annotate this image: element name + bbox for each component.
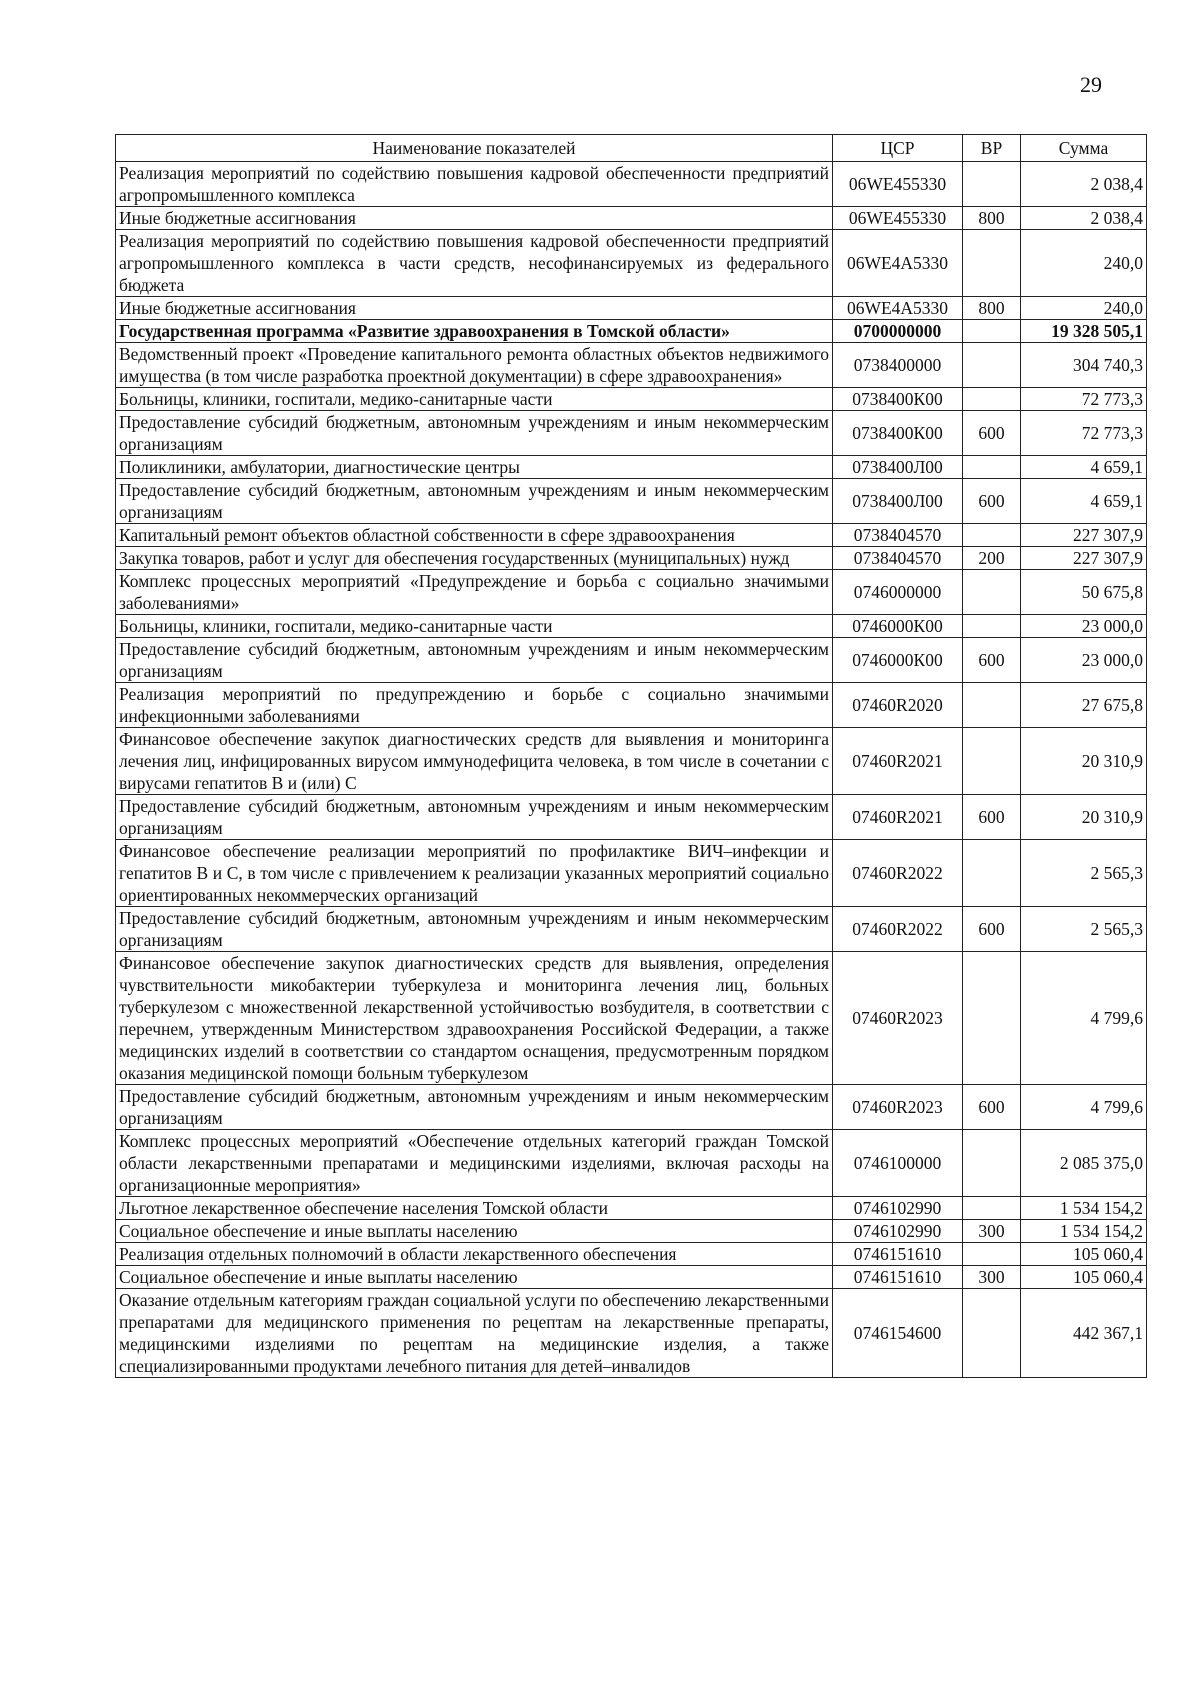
cell-vr — [963, 1130, 1021, 1197]
cell-vr — [963, 320, 1021, 343]
cell-vr — [963, 1289, 1021, 1378]
cell-vr — [963, 456, 1021, 479]
table-row — [116, 1197, 1147, 1220]
cell-name: Комплекс процессных мероприятий «Обеспечение отдельных категорий граждан Томской области лекарственными препаратами и медицинскими изделиями, включая расходы на организационные мероприятия» — [116, 1130, 833, 1197]
cell-name: Ведомственный проект «Проведение капитального ремонта областных объектов недвижимого имущества (в том числе разработка проектной документации) в сфере здравоохранения» — [116, 343, 833, 388]
table-row — [116, 952, 1147, 1085]
cell-csr: 07460R2023 — [833, 1085, 963, 1130]
cell-sum: 23 000,0 — [1021, 615, 1147, 638]
table-row — [116, 615, 1147, 638]
cell-name: Оказание отдельным категориям граждан социальной услуги по обеспечению лекарственными препаратами для медицинского применения по рецептам на лекарственные препараты, медицинскими изделиями по рецептам на медицинские изделия, а также специализированными продуктами лечебного питания для детей–инвалидов — [116, 1289, 833, 1378]
cell-sum: 1 534 154,2 — [1021, 1220, 1147, 1243]
cell-csr: 0746100000 — [833, 1130, 963, 1197]
cell-vr — [963, 230, 1021, 297]
table-row — [116, 638, 1147, 683]
cell-vr: 300 — [963, 1220, 1021, 1243]
cell-sum: 4 659,1 — [1021, 456, 1147, 479]
cell-name: Иные бюджетные ассигнования — [116, 207, 833, 230]
cell-sum: 2 085 375,0 — [1021, 1130, 1147, 1197]
cell-name: Государственная программа «Развитие здравоохранения в Томской области» — [116, 320, 833, 343]
cell-name: Финансовое обеспечение реализации мероприятий по профилактике ВИЧ–инфекции и гепатитов B и C, в том числе с привлечением к реализации указанных мероприятий социально ориентированных некоммерческих организаций — [116, 840, 833, 907]
cell-csr: 0738400Л00 — [833, 479, 963, 524]
cell-name: Иные бюджетные ассигнования — [116, 297, 833, 320]
cell-csr: 0746102990 — [833, 1220, 963, 1243]
header-vr: ВР — [963, 135, 1021, 162]
cell-name: Капитальный ремонт объектов областной собственности в сфере здравоохранения — [116, 524, 833, 547]
cell-sum: 20 310,9 — [1021, 728, 1147, 795]
cell-vr: 600 — [963, 795, 1021, 840]
table-row — [116, 207, 1147, 230]
cell-csr: 0700000000 — [833, 320, 963, 343]
cell-csr: 0746000К00 — [833, 615, 963, 638]
cell-sum: 240,0 — [1021, 230, 1147, 297]
cell-sum: 4 799,6 — [1021, 1085, 1147, 1130]
cell-name: Реализация отдельных полномочий в области лекарственного обеспечения — [116, 1243, 833, 1266]
table-row — [116, 388, 1147, 411]
cell-name: Финансовое обеспечение закупок диагностических средств для выявления и мониторинга лечения лиц, инфицированных вирусом иммунодефицита человека, в том числе в сочетании с вирусами гепатитов B и (или) C — [116, 728, 833, 795]
table-row — [116, 1289, 1147, 1378]
cell-vr: 600 — [963, 907, 1021, 952]
cell-csr: 07460R2020 — [833, 683, 963, 728]
cell-csr: 0738404570 — [833, 547, 963, 570]
cell-sum: 4 799,6 — [1021, 952, 1147, 1085]
cell-sum: 4 659,1 — [1021, 479, 1147, 524]
cell-csr: 0746151610 — [833, 1243, 963, 1266]
cell-name: Предоставление субсидий бюджетным, автономным учреждениям и иным некоммерческим организациям — [116, 795, 833, 840]
cell-sum: 72 773,3 — [1021, 411, 1147, 456]
cell-csr: 07460R2021 — [833, 795, 963, 840]
table-row — [116, 683, 1147, 728]
cell-csr: 06WE4A5330 — [833, 297, 963, 320]
cell-csr: 0746000К00 — [833, 638, 963, 683]
table-row — [116, 728, 1147, 795]
header-sum: Сумма — [1021, 135, 1147, 162]
cell-name: Реализация мероприятий по содействию повышения кадровой обеспеченности предприятий агропромышленного комплекса в части средств, несофинансируемых из федерального бюджета — [116, 230, 833, 297]
cell-csr: 0746000000 — [833, 570, 963, 615]
table-body — [116, 162, 1147, 1378]
cell-csr: 06WE455330 — [833, 207, 963, 230]
cell-csr: 07460R2023 — [833, 952, 963, 1085]
cell-vr: 300 — [963, 1266, 1021, 1289]
cell-vr — [963, 952, 1021, 1085]
cell-vr: 800 — [963, 207, 1021, 230]
cell-name: Финансовое обеспечение закупок диагностических средств для выявления, определения чувствительности микобактерии туберкулеза и мониторинга лечения лиц, больных туберкулезом с множественной лекарственной устойчивостью возбудителя, в соответствии с перечнем, утвержденным Министерством здравоохранения Российской Федерации, а также медицинских изделий в соответствии со стандартом оснащения, предусмотренным порядком оказания медицинской помощи больным туберкулезом — [116, 952, 833, 1085]
cell-sum: 27 675,8 — [1021, 683, 1147, 728]
cell-vr — [963, 343, 1021, 388]
cell-vr: 600 — [963, 638, 1021, 683]
cell-sum: 105 060,4 — [1021, 1266, 1147, 1289]
table-row — [116, 343, 1147, 388]
table-row — [116, 297, 1147, 320]
cell-csr: 0738404570 — [833, 524, 963, 547]
cell-csr: 0746102990 — [833, 1197, 963, 1220]
cell-csr: 0746154600 — [833, 1289, 963, 1378]
cell-csr: 0738400Л00 — [833, 456, 963, 479]
table-row — [116, 840, 1147, 907]
cell-sum: 50 675,8 — [1021, 570, 1147, 615]
cell-vr — [963, 1197, 1021, 1220]
table-row — [116, 230, 1147, 297]
table-row — [116, 1130, 1147, 1197]
cell-name: Социальное обеспечение и иные выплаты населению — [116, 1220, 833, 1243]
cell-vr — [963, 1243, 1021, 1266]
cell-vr — [963, 162, 1021, 207]
cell-sum: 105 060,4 — [1021, 1243, 1147, 1266]
cell-sum: 1 534 154,2 — [1021, 1197, 1147, 1220]
table-row — [116, 547, 1147, 570]
table-row — [116, 162, 1147, 207]
table-row — [116, 320, 1147, 343]
page-number: 29 — [1080, 72, 1102, 97]
cell-vr — [963, 570, 1021, 615]
cell-name: Предоставление субсидий бюджетным, автономным учреждениям и иным некоммерческим организациям — [116, 1085, 833, 1130]
cell-name: Комплекс процессных мероприятий «Предупреждение и борьба с социально значимыми заболеваниями» — [116, 570, 833, 615]
cell-vr — [963, 524, 1021, 547]
cell-vr: 200 — [963, 547, 1021, 570]
cell-sum: 2 038,4 — [1021, 162, 1147, 207]
cell-name: Поликлиники, амбулатории, диагностические центры — [116, 456, 833, 479]
cell-vr — [963, 683, 1021, 728]
cell-vr — [963, 840, 1021, 907]
cell-csr: 0738400К00 — [833, 411, 963, 456]
cell-vr: 600 — [963, 479, 1021, 524]
cell-csr: 07460R2022 — [833, 840, 963, 907]
cell-sum: 72 773,3 — [1021, 388, 1147, 411]
cell-csr: 0738400К00 — [833, 388, 963, 411]
cell-sum: 240,0 — [1021, 297, 1147, 320]
table-row — [116, 570, 1147, 615]
cell-sum: 2 038,4 — [1021, 207, 1147, 230]
cell-sum: 2 565,3 — [1021, 840, 1147, 907]
budget-table — [115, 134, 1147, 1378]
cell-name: Предоставление субсидий бюджетным, автономным учреждениям и иным некоммерческим организациям — [116, 638, 833, 683]
table-row — [116, 907, 1147, 952]
cell-vr — [963, 615, 1021, 638]
cell-sum: 304 740,3 — [1021, 343, 1147, 388]
cell-vr: 600 — [963, 411, 1021, 456]
table-row — [116, 479, 1147, 524]
cell-sum: 19 328 505,1 — [1021, 320, 1147, 343]
table-row — [116, 1266, 1147, 1289]
cell-sum: 442 367,1 — [1021, 1289, 1147, 1378]
table-header-row — [116, 135, 1147, 162]
header-csr: ЦСР — [833, 135, 963, 162]
cell-vr: 800 — [963, 297, 1021, 320]
cell-sum: 20 310,9 — [1021, 795, 1147, 840]
table-row — [116, 795, 1147, 840]
cell-sum: 227 307,9 — [1021, 547, 1147, 570]
cell-csr: 0746151610 — [833, 1266, 963, 1289]
table-row — [116, 524, 1147, 547]
cell-name: Больницы, клиники, госпитали, медико-санитарные части — [116, 388, 833, 411]
cell-name: Больницы, клиники, госпитали, медико-санитарные части — [116, 615, 833, 638]
cell-csr: 0738400000 — [833, 343, 963, 388]
cell-vr: 600 — [963, 1085, 1021, 1130]
table-row — [116, 1243, 1147, 1266]
table-row — [116, 411, 1147, 456]
cell-sum: 227 307,9 — [1021, 524, 1147, 547]
cell-name: Закупка товаров, работ и услуг для обеспечения государственных (муниципальных) нужд — [116, 547, 833, 570]
cell-name: Предоставление субсидий бюджетным, автономным учреждениям и иным некоммерческим организациям — [116, 479, 833, 524]
cell-name: Предоставление субсидий бюджетным, автономным учреждениям и иным некоммерческим организациям — [116, 907, 833, 952]
cell-name: Предоставление субсидий бюджетным, автономным учреждениям и иным некоммерческим организациям — [116, 411, 833, 456]
cell-csr: 07460R2022 — [833, 907, 963, 952]
cell-vr — [963, 728, 1021, 795]
cell-name: Льготное лекарственное обеспечение населения Томской области — [116, 1197, 833, 1220]
cell-csr: 06WE4A5330 — [833, 230, 963, 297]
header-name: Наименование показателей — [116, 135, 833, 162]
cell-name: Реализация мероприятий по содействию повышения кадровой обеспеченности предприятий агропромышленного комплекса — [116, 162, 833, 207]
cell-csr: 07460R2021 — [833, 728, 963, 795]
cell-name: Социальное обеспечение и иные выплаты населению — [116, 1266, 833, 1289]
cell-csr: 06WE455330 — [833, 162, 963, 207]
table-row — [116, 1085, 1147, 1130]
cell-sum: 23 000,0 — [1021, 638, 1147, 683]
table-row — [116, 1220, 1147, 1243]
cell-name: Реализация мероприятий по предупреждению и борьбе с социально значимыми инфекционными заболеваниями — [116, 683, 833, 728]
cell-vr — [963, 388, 1021, 411]
cell-sum: 2 565,3 — [1021, 907, 1147, 952]
table-row — [116, 456, 1147, 479]
